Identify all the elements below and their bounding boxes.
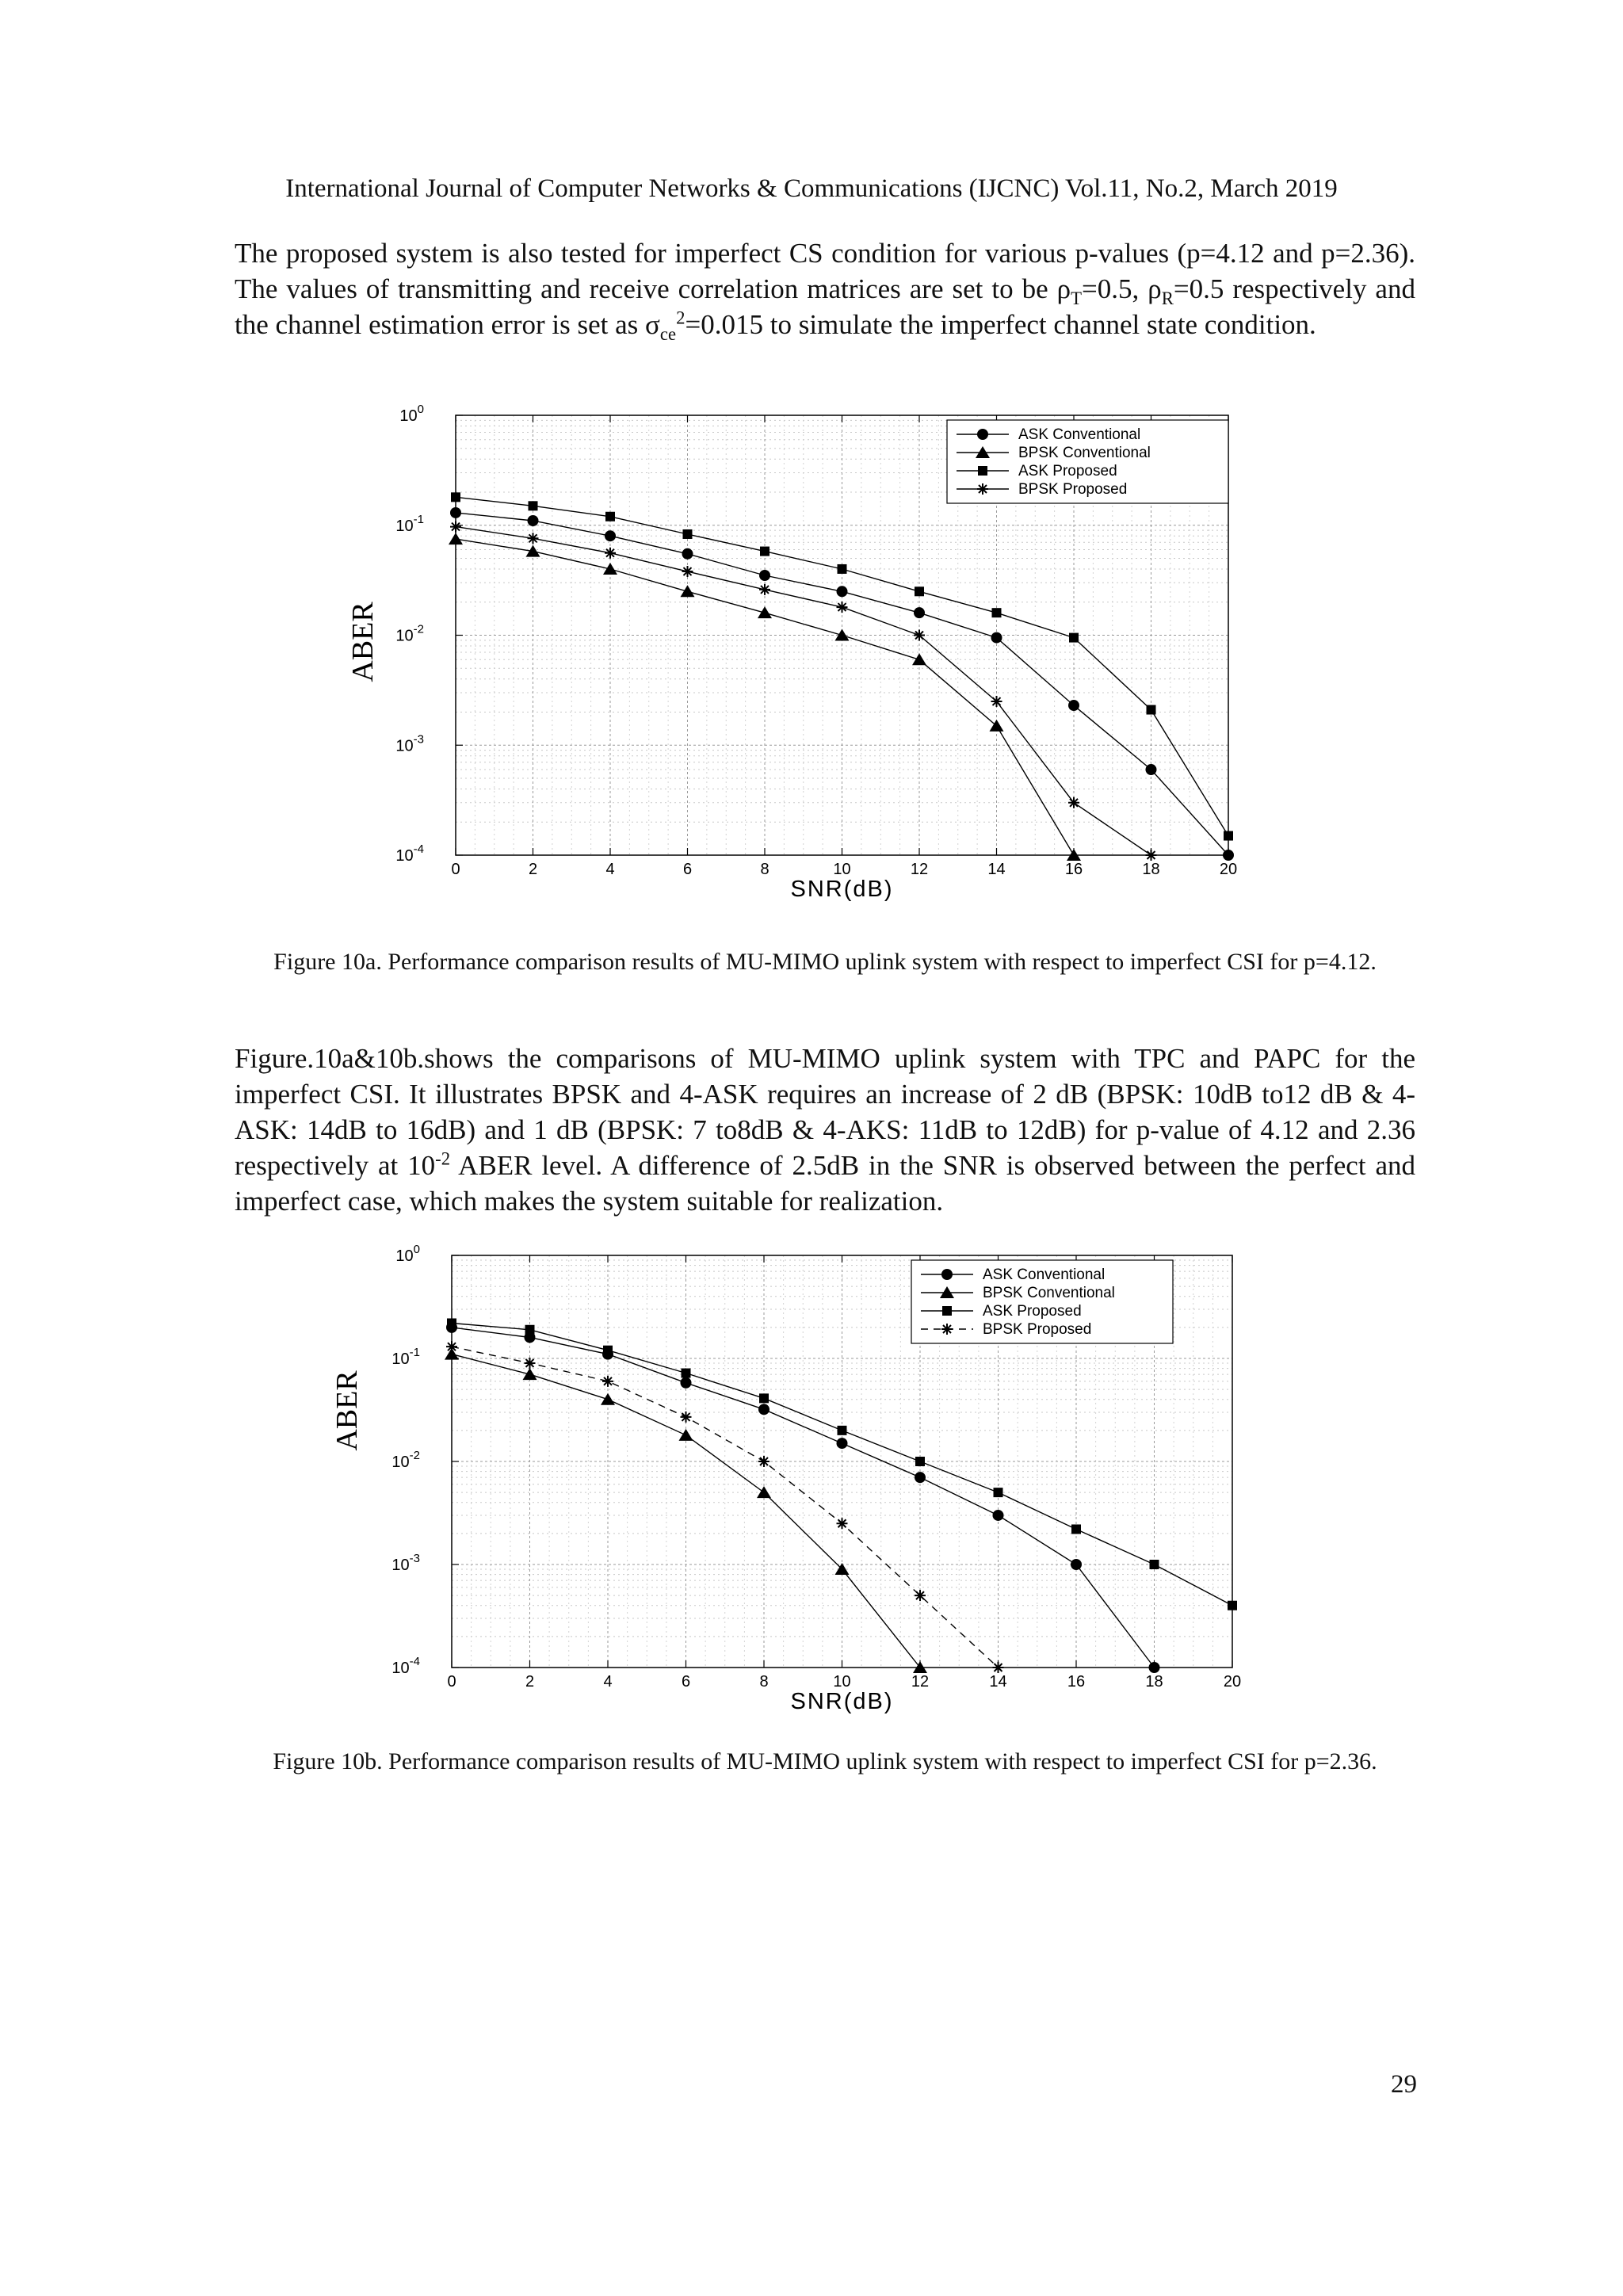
x-tick-label: 0 [451,861,460,878]
data-point [523,1368,537,1380]
figure-10b-caption: Figure 10b. Performance comparison results of MU-MIMO uplink system with respect to imperfect CSI for p=2.36. [273,1748,1377,1775]
data-point [838,564,847,574]
x-tick-label: 8 [759,1673,769,1690]
y-tick-exponent: -2 [409,1449,420,1462]
legend-marker [977,483,988,495]
para1-text-2: =0.5, ρ [1081,273,1162,304]
legend-label: BPSK Conventional [983,1285,1115,1301]
data-point [1149,1662,1160,1673]
figure-10b [330,1236,1252,1714]
x-tick-label: 2 [525,1673,535,1690]
data-point [915,1472,926,1483]
data-point [605,530,616,541]
data-point [993,1510,1004,1521]
data-point [1223,850,1234,861]
legend-label: ASK Conventional [983,1266,1106,1283]
y-tick-label [391,1552,420,1574]
data-point [758,606,772,618]
data-point [915,1590,926,1601]
legend-marker [941,1324,953,1335]
x-tick-label: 8 [760,861,769,878]
data-point [605,512,615,521]
x-axis-label: SNR(dB) [790,877,894,902]
x-tick-label: 14 [987,861,1006,878]
x-tick-label: 18 [1142,861,1160,878]
data-point [682,1369,691,1378]
figure-10a-chart [346,396,1252,919]
page-number: 29 [1391,2070,1417,2099]
y-tick-label [399,403,424,425]
para1-sub-ce: ce [659,324,677,344]
data-point [681,1377,692,1389]
data-point [681,585,695,597]
x-tick-label: 0 [447,1673,456,1690]
y-tick-exponent: -4 [409,1655,420,1668]
y-tick-exponent: -4 [413,842,424,856]
data-point [450,507,461,518]
figure-10b-chart [330,1236,1252,1714]
running-head: International Journal of Computer Networks & Communications (IJCNC) Vol.11, No.2, March 2019 [285,174,1338,203]
x-tick-label: 12 [910,861,929,878]
data-point [603,1346,613,1355]
data-point [759,1393,769,1403]
y-tick-base: 10 [395,627,414,645]
data-point [451,492,460,502]
x-tick-label: 6 [682,861,693,878]
data-point [1068,700,1079,711]
y-tick-base: 10 [399,407,418,425]
y-tick-exponent: -3 [413,732,424,747]
y-axis-label: ABER [330,1370,364,1451]
legend-label: ASK Proposed [983,1303,1082,1320]
figure-10a [346,396,1252,919]
y-tick-base: 10 [395,1247,414,1265]
y-tick-label [395,1243,420,1265]
legend-label: BPSK Conventional [1018,445,1151,461]
y-tick-base: 10 [391,1454,410,1471]
data-point [837,586,848,597]
paragraph-imperfect-cs [235,235,1415,342]
data-point [1150,1560,1159,1569]
data-point [601,1393,615,1405]
data-point [837,1438,848,1449]
data-point [758,1456,769,1467]
y-tick-exponent: -3 [409,1552,420,1565]
legend-label: ASK Proposed [1018,463,1117,479]
data-point [994,1488,1003,1497]
para1-sub-t: T [1071,288,1082,308]
x-tick-label: 20 [1219,861,1238,878]
legend-label: BPSK Proposed [983,1321,1092,1338]
series-line [452,1328,1155,1668]
data-point [838,1426,847,1435]
x-axis-label: SNR(dB) [790,1689,894,1714]
data-point [449,533,463,544]
para2-text-1: Figure.10a&10b.shows the comparisons of MU-MIMO uplink system with TPC and PAPC for the imperfect CSI. It illustrates BPSK and 4-ASK requires an increase of 2 dB (BPSK: 10dB to12 dB & 4-ASK: 14dB to 16dB) and 1 dB (BPSK: 7 to8dB & 4-AKS: 11dB to 12dB) for p-value of 4.12 and 2.36 respectively at 10 [235,1043,1415,1181]
para1-sup-2: 2 [676,308,685,328]
legend-label: BPSK Proposed [1018,481,1128,498]
data-point [837,602,848,613]
data-point [914,607,925,618]
y-tick-exponent: -1 [409,1346,420,1359]
data-point [681,1412,692,1423]
data-point [447,1318,456,1328]
x-tick-label: 16 [1067,1673,1086,1690]
data-point [682,548,693,560]
x-tick-label: 6 [681,1673,691,1690]
y-tick-base: 10 [395,737,414,755]
y-tick-exponent: 0 [417,403,424,416]
y-tick-exponent: 0 [413,1243,420,1256]
data-point [528,515,539,526]
data-point [992,608,1002,617]
para1-sub-r: R [1161,288,1174,308]
data-point [760,547,769,556]
legend-marker [941,1269,953,1280]
data-point [1146,850,1157,861]
figure-10a-caption: Figure 10a. Performance comparison results of MU-MIMO uplink system with respect to imperfect CSI for p=4.12. [273,949,1377,975]
para1-text-3: =0.5 respectively and the channel estimation error is set as σ [235,273,1415,340]
x-tick-label: 2 [528,861,538,878]
y-tick-base: 10 [395,517,414,535]
data-point [991,696,1002,707]
data-point [757,1486,771,1498]
y-tick-base: 10 [391,1557,410,1574]
data-point [446,1341,457,1352]
y-tick-base: 10 [391,1660,410,1677]
series-line [452,1354,920,1668]
data-point [837,1518,848,1529]
x-tick-label: 4 [603,1673,613,1690]
data-point [1147,705,1156,715]
data-point [758,1404,769,1415]
para1-text-4: =0.015 to simulate the imperfect channel state condition. [685,309,1316,340]
y-tick-label [395,842,424,865]
legend-label: ASK Conventional [1018,426,1141,443]
legend-marker [977,429,988,440]
data-point [759,570,770,581]
para1-text-1: The proposed system is also tested for imperfect CS condition for various p-values (p=4.12 and p=2.36). The values of transmitting and receive correlation matrices are set to be ρ [235,238,1415,304]
paragraph-comparison [235,1041,1415,1219]
data-point [993,1662,1004,1673]
x-tick-label: 12 [911,1673,930,1690]
data-point [915,586,924,596]
x-tick-label: 10 [833,861,851,878]
para2-sup-exp: -2 [435,1148,451,1169]
y-tick-label [395,513,424,535]
legend [911,1260,1173,1343]
y-tick-label [391,1346,420,1368]
x-tick-label: 18 [1145,1673,1163,1690]
data-point [914,630,925,641]
data-point [525,1325,535,1335]
data-point [605,548,616,559]
x-tick-label: 14 [989,1673,1007,1690]
x-tick-label: 4 [605,861,615,878]
y-axis-label: ABER [346,602,380,682]
series-bpsk-conventional [445,1348,927,1673]
series-line [456,497,1228,835]
series-bpsk-proposed [450,521,1157,861]
legend [947,420,1228,503]
data-point [450,521,461,533]
data-point [1224,831,1233,841]
y-tick-label [395,623,424,645]
legend-marker [942,1306,952,1316]
data-point [528,533,539,544]
x-tick-label: 16 [1064,861,1083,878]
legend-marker [978,466,987,476]
data-point [1069,633,1079,643]
y-tick-base: 10 [395,847,414,865]
data-point [683,529,693,539]
y-tick-label [395,732,424,755]
y-tick-label [391,1655,420,1677]
y-tick-label [391,1449,420,1471]
y-tick-exponent: -1 [413,512,424,526]
y-tick-exponent: -2 [413,622,424,636]
data-point [915,1457,925,1466]
x-tick-label: 10 [833,1673,851,1690]
data-point [1146,764,1157,775]
data-point [603,563,617,575]
data-point [991,632,1002,644]
data-point [1228,1601,1237,1610]
data-point [1071,1524,1081,1534]
data-point [525,1358,536,1369]
data-point [1068,797,1079,808]
data-point [682,566,693,577]
para2-text-2: ABER level. A difference of 2.5dB in the SNR is observed between the perfect and imperfect case, which makes the system suitable for realization. [235,1150,1415,1217]
data-point [529,501,538,510]
y-tick-base: 10 [391,1350,410,1368]
data-point [912,653,926,665]
data-point [602,1376,613,1387]
data-point [1071,1559,1082,1570]
data-point [759,584,770,595]
x-tick-label: 20 [1223,1673,1242,1690]
